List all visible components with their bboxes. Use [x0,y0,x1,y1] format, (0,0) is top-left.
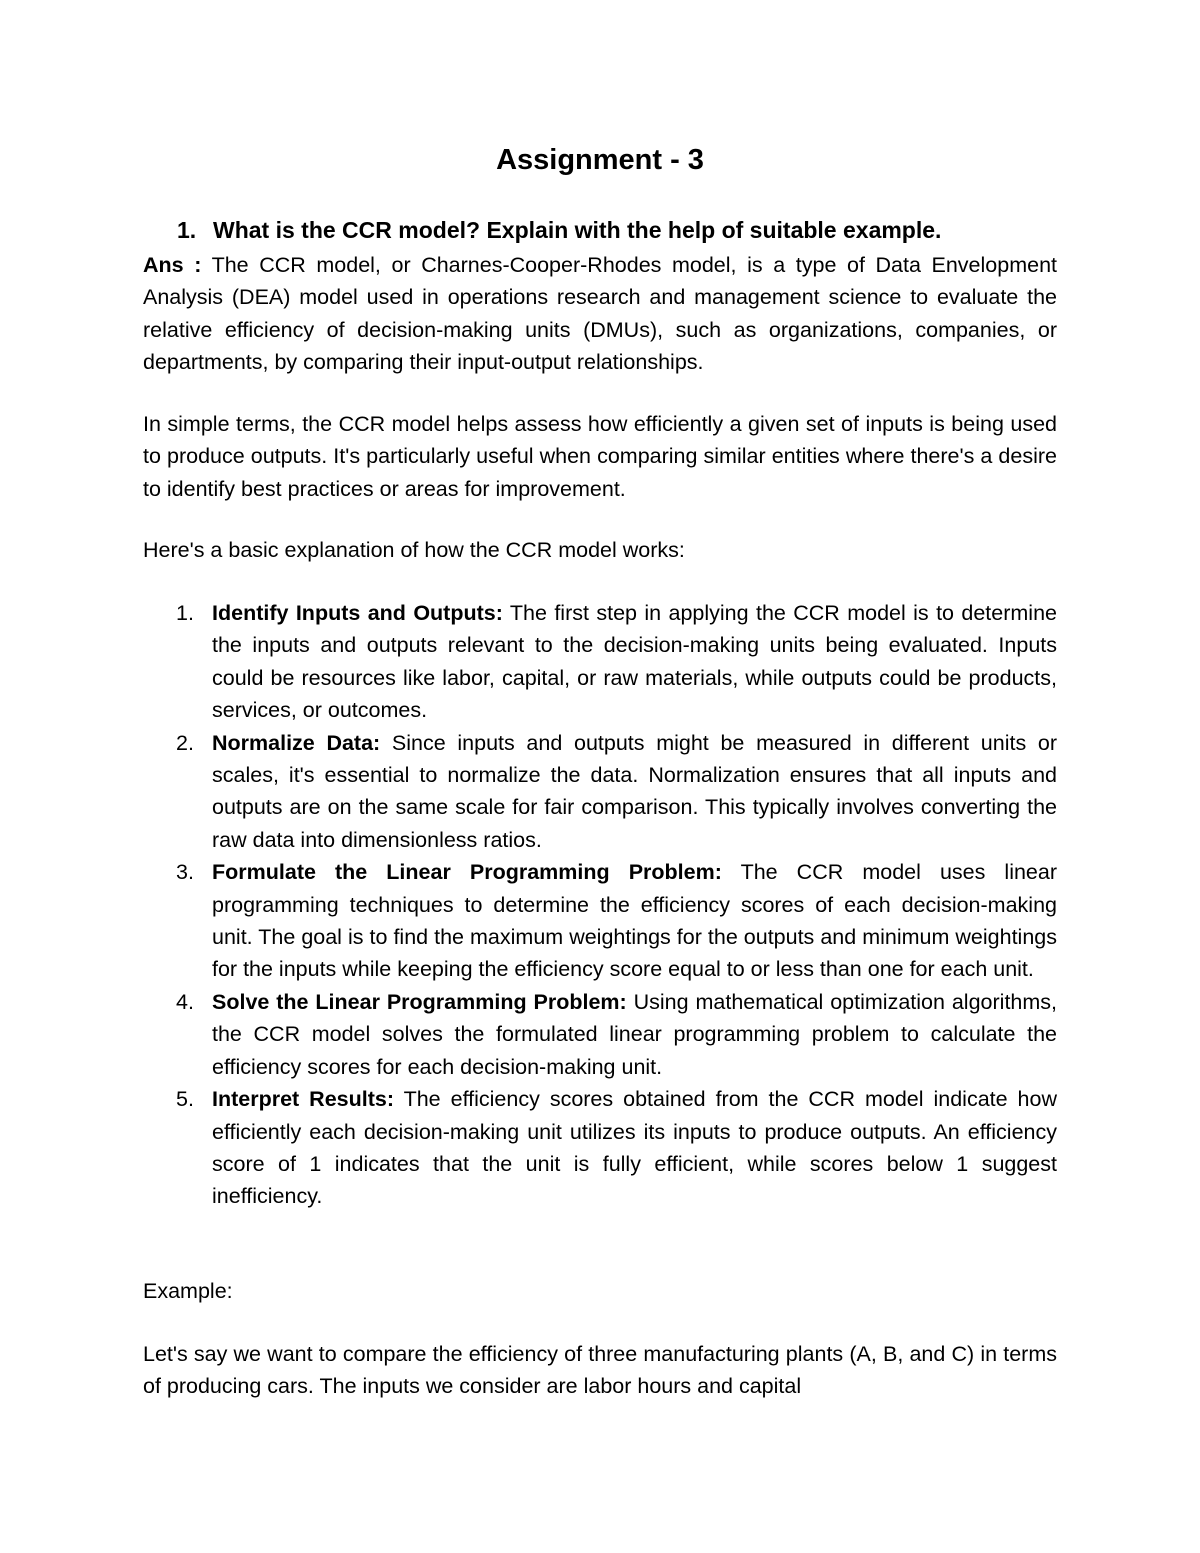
example-paragraph [143,1338,1057,1403]
step-heading: Identify Inputs and Outputs: [212,601,503,625]
step-item [143,727,1057,857]
step-number: 1. [176,601,194,625]
step-number: 3. [176,860,194,885]
step-item [143,856,1057,986]
basic-explanation-paragraph [143,534,1057,566]
document-title: Assignment - 3 [496,144,704,176]
steps-list [143,597,1057,1213]
answer-intro-text: The CCR model, or Charnes-Cooper-Rhodes model, is a type of Data Envelopment Analysis (DEA) model used in operations research and management science to evaluate the relative efficiency of decision-making units (DMUs), such as organizations, companies, or departments, by comparing their input-output relationships. [143,253,1057,375]
simple-terms-paragraph [143,408,1057,505]
step-text: The CCR model uses linear programming techniques to determine the efficiency scores of each decision-making unit. The goal is to find the maximum weightings for the outputs and minimum weightings for the inputs while keeping the efficiency score equal to or less than one for each unit. [212,860,1058,982]
step-text: Since inputs and outputs might be measured in different units or scales, it's essential to normalize the data. Normalization ensures that all inputs and outputs are on the same scale for fair comparison. This typically involves converting the raw data into dimensionless ratios. [212,730,1057,852]
step-text: Using mathematical optimization algorithms, the CCR model solves the formulated linear programming problem to calculate the efficiency scores for each decision-making unit. [212,989,1058,1079]
example-label: Example: [143,1279,233,1303]
step-item [143,1083,1057,1213]
step-item [143,597,1057,727]
step-heading: Normalize Data: [212,730,381,755]
simple-terms-text: In simple terms, the CCR model helps assess how efficiently a given set of inputs is being used to produce outputs. It's particularly useful when comparing similar entities where there's a desire to identify best practices or areas for improvement. [143,412,1057,501]
step-heading: Formulate the Linear Programming Problem: [212,860,722,885]
question-number: 1. [177,217,197,243]
answer-paragraph [143,249,1057,379]
basic-explanation-text: Here's a basic explanation of how the CCR model works: [143,538,685,562]
example-label-paragraph [143,1275,1057,1307]
answer-label: Ans : [143,253,202,277]
step-item [143,986,1057,1083]
step-number: 4. [176,989,194,1014]
step-text: The first step in applying the CCR model is to determine the inputs and outputs relevant to the decision-making units being evaluated. Inputs could be resources like labor, capital, or raw materials, while outputs could be products, services, or outcomes. [212,601,1057,723]
question-text: What is the CCR model? Explain with the help of suitable example. [213,217,942,243]
step-number: 5. [176,1087,194,1112]
step-heading: Interpret Results: [212,1087,395,1112]
step-heading: Solve the Linear Programming Problem: [212,989,627,1014]
step-text: The efficiency scores obtained from the CCR model indicate how efficiently each decision-making unit utilizes its inputs to produce outputs. An efficiency score of 1 indicates that the unit is fully efficient, while scores below 1 suggest inefficiency. [212,1087,1057,1209]
example-text: Let's say we want to compare the efficiency of three manufacturing plants (A, B, and C) in terms of producing cars. The inputs we consider are labor hours and capital [143,1342,1057,1399]
question-heading [177,214,1057,246]
step-number: 2. [176,730,194,755]
